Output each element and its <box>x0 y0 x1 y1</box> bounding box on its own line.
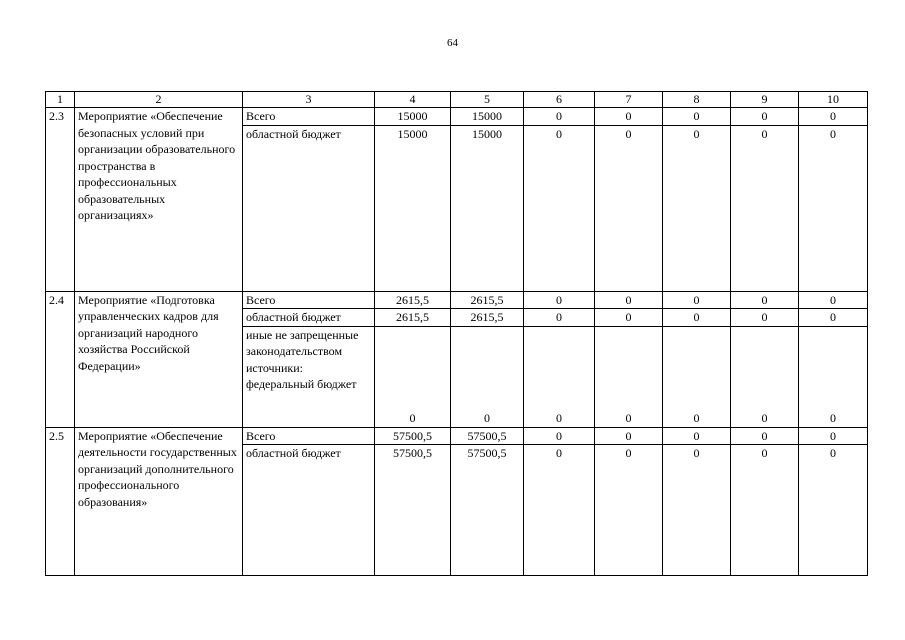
value-cell: 0 <box>799 309 868 327</box>
value-cell: 0 <box>731 326 799 427</box>
value-cell: 0 <box>524 125 595 291</box>
table-row <box>46 291 868 309</box>
item-name: Мероприятие «Обеспечение безопасных условий при организации образовательного пространства в профессиональных образовательных организациях» <box>75 108 243 292</box>
header-cell: 2 <box>75 92 243 108</box>
budget-table <box>45 91 868 576</box>
value-cell: 15000 <box>375 125 451 291</box>
value-cell: 0 <box>799 445 868 576</box>
value-cell: 15000 <box>451 125 524 291</box>
value-cell: 0 <box>731 427 799 445</box>
value-cell: 2615,5 <box>451 291 524 309</box>
value-cell: 0 <box>524 427 595 445</box>
value-cell: 0 <box>799 326 868 427</box>
value-cell: 0 <box>663 326 731 427</box>
value-cell: 2615,5 <box>451 309 524 327</box>
header-cell: 1 <box>46 92 75 108</box>
value-cell: 2615,5 <box>375 291 451 309</box>
value-cell: 57500,5 <box>451 427 524 445</box>
page-number: 64 <box>447 37 458 49</box>
header-cell: 8 <box>663 92 731 108</box>
value-cell: 0 <box>524 291 595 309</box>
value-cell: 0 <box>595 445 663 576</box>
funding-source: областной бюджет <box>243 125 375 291</box>
value-cell: 0 <box>663 125 731 291</box>
value-cell: 0 <box>524 445 595 576</box>
value-cell: 0 <box>731 108 799 126</box>
value-cell: 0 <box>524 309 595 327</box>
item-number: 2.4 <box>46 291 75 427</box>
item-number: 2.3 <box>46 108 75 292</box>
header-cell: 5 <box>451 92 524 108</box>
value-cell: 57500,5 <box>375 427 451 445</box>
header-cell: 3 <box>243 92 375 108</box>
value-cell: 0 <box>799 125 868 291</box>
value-cell: 0 <box>663 427 731 445</box>
value-cell: 0 <box>799 427 868 445</box>
header-cell: 4 <box>375 92 451 108</box>
header-cell: 10 <box>799 92 868 108</box>
value-cell: 0 <box>595 291 663 309</box>
value-cell: 0 <box>451 326 524 427</box>
value-cell: 57500,5 <box>451 445 524 576</box>
funding-source: областной бюджет <box>243 445 375 576</box>
header-row <box>46 92 868 108</box>
value-cell: 2615,5 <box>375 309 451 327</box>
value-cell: 0 <box>595 108 663 126</box>
value-cell: 0 <box>731 309 799 327</box>
value-cell: 0 <box>663 108 731 126</box>
value-cell: 0 <box>524 326 595 427</box>
header-cell: 6 <box>524 92 595 108</box>
value-cell: 57500,5 <box>375 445 451 576</box>
value-cell: 0 <box>595 125 663 291</box>
value-cell: 15000 <box>451 108 524 126</box>
value-cell: 0 <box>663 309 731 327</box>
funding-source: Всего <box>243 108 375 126</box>
value-cell: 0 <box>595 427 663 445</box>
value-cell: 0 <box>799 291 868 309</box>
header-cell: 9 <box>731 92 799 108</box>
value-cell: 0 <box>595 326 663 427</box>
funding-source: Всего <box>243 291 375 309</box>
funding-source: Всего <box>243 427 375 445</box>
value-cell: 0 <box>799 108 868 126</box>
value-cell: 0 <box>663 291 731 309</box>
value-cell: 0 <box>595 309 663 327</box>
item-name: Мероприятие «Обеспечение деятельности государственных организаций дополнительного профессионального образования» <box>75 427 243 576</box>
header-cell: 7 <box>595 92 663 108</box>
item-number: 2.5 <box>46 427 75 576</box>
value-cell: 0 <box>524 108 595 126</box>
value-cell: 15000 <box>375 108 451 126</box>
funding-source: областной бюджет <box>243 309 375 327</box>
table-row <box>46 108 868 126</box>
funding-source: иные не запрещенные законодательством источники: федеральный бюджет <box>243 326 375 427</box>
item-name: Мероприятие «Подготовка управленческих кадров для организаций народного хозяйства Российской Федерации» <box>75 291 243 427</box>
table-row <box>46 427 868 445</box>
value-cell: 0 <box>375 326 451 427</box>
value-cell: 0 <box>731 291 799 309</box>
value-cell: 0 <box>663 445 731 576</box>
value-cell: 0 <box>731 445 799 576</box>
value-cell: 0 <box>731 125 799 291</box>
